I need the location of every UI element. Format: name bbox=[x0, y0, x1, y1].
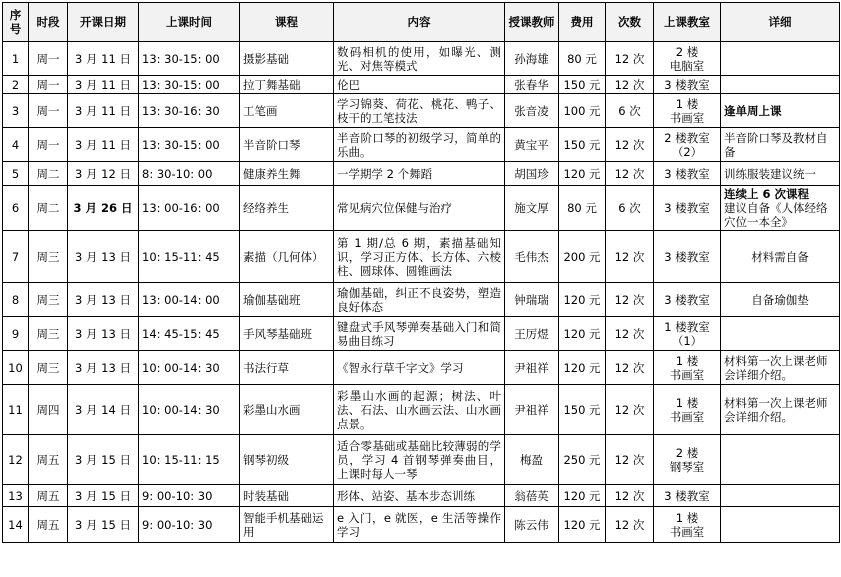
content-cell: e 入门，e 就医，e 生活等操作学习 bbox=[334, 507, 505, 543]
class-time-cell: 13: 00-16: 00 bbox=[139, 186, 240, 231]
fee-cell: 150 元 bbox=[559, 76, 606, 94]
fee-cell: 250 元 bbox=[559, 435, 606, 485]
room-cell bbox=[654, 94, 721, 128]
content-cell: 彩墨山水画的起源；树法、叶法、石法、山水画云法、山水画点景。 bbox=[334, 385, 505, 435]
class-time-cell: 8: 30-10: 00 bbox=[139, 162, 240, 186]
detail-cell bbox=[721, 435, 840, 485]
fee-cell: 120 元 bbox=[559, 283, 606, 317]
room-cell bbox=[654, 435, 721, 485]
detail-line: 材料第一次上课老师会详细介绍。 bbox=[724, 395, 828, 424]
header-row bbox=[3, 3, 840, 42]
detail-cell bbox=[721, 351, 840, 385]
course-cell: 拉丁舞基础 bbox=[240, 76, 334, 94]
header-detail: 详细 bbox=[721, 3, 840, 42]
room-line: 1 楼教室 bbox=[664, 319, 710, 334]
header-period: 时段 bbox=[29, 3, 68, 42]
period-cell: 周一 bbox=[29, 76, 68, 94]
detail-cell bbox=[721, 385, 840, 435]
table-row bbox=[3, 385, 840, 435]
start-date-cell: 3 月 13 日 bbox=[68, 231, 139, 283]
room-line: 钢琴室 bbox=[669, 459, 705, 474]
course-cell: 经络养生 bbox=[240, 186, 334, 231]
count-cell: 6 次 bbox=[606, 94, 654, 128]
teacher-cell: 张春华 bbox=[505, 76, 559, 94]
course-cell: 时装基础 bbox=[240, 485, 334, 507]
class-time-cell: 14: 45-15: 45 bbox=[139, 317, 240, 351]
fee-cell: 120 元 bbox=[559, 317, 606, 351]
fee-cell: 200 元 bbox=[559, 231, 606, 283]
count-cell: 12 次 bbox=[606, 128, 654, 162]
room-cell bbox=[654, 186, 721, 231]
count-cell: 12 次 bbox=[606, 162, 654, 186]
content-cell: 伦巴 bbox=[334, 76, 505, 94]
teacher-cell: 胡国珍 bbox=[505, 162, 559, 186]
course-schedule-table bbox=[2, 2, 840, 543]
room-line: 书画室 bbox=[669, 367, 705, 382]
start-date-cell: 3 月 12 日 bbox=[68, 162, 139, 186]
course-cell: 素描（几何体） bbox=[240, 231, 334, 283]
period-cell: 周三 bbox=[29, 317, 68, 351]
course-cell: 钢琴初级 bbox=[240, 435, 334, 485]
period-cell: 周一 bbox=[29, 94, 68, 128]
seq-cell: 2 bbox=[3, 76, 29, 94]
seq-cell: 5 bbox=[3, 162, 29, 186]
teacher-cell: 尹祖祥 bbox=[505, 385, 559, 435]
fee-cell: 100 元 bbox=[559, 94, 606, 128]
detail-line: 材料第一次上课老师会详细介绍。 bbox=[724, 353, 828, 382]
detail-line: 自备瑜伽垫 bbox=[751, 292, 809, 307]
course-cell: 瑜伽基础班 bbox=[240, 283, 334, 317]
room-line: 书画室 bbox=[669, 524, 705, 539]
class-time-cell: 10: 00-14: 30 bbox=[139, 385, 240, 435]
course-cell: 工笔画 bbox=[240, 94, 334, 128]
detail-cell bbox=[721, 128, 840, 162]
seq-cell: 11 bbox=[3, 385, 29, 435]
room-cell bbox=[654, 283, 721, 317]
seq-cell: 1 bbox=[3, 42, 29, 76]
content-cell: 《智永行草千字文》学习 bbox=[334, 351, 505, 385]
room-line: 3 楼教室 bbox=[664, 77, 710, 92]
start-date-cell: 3 月 15 日 bbox=[68, 435, 139, 485]
course-cell: 手风琴基础班 bbox=[240, 317, 334, 351]
start-date-cell: 3 月 15 日 bbox=[68, 485, 139, 507]
seq-cell: 12 bbox=[3, 435, 29, 485]
room-line: 2 楼教室 bbox=[664, 130, 710, 145]
table-row bbox=[3, 128, 840, 162]
course-schedule-sheet bbox=[2, 2, 839, 574]
room-line: （2） bbox=[671, 144, 703, 159]
period-cell: 周五 bbox=[29, 435, 68, 485]
course-cell: 健康养生舞 bbox=[240, 162, 334, 186]
count-cell: 12 次 bbox=[606, 385, 654, 435]
room-cell bbox=[654, 351, 721, 385]
teacher-cell: 梅盈 bbox=[505, 435, 559, 485]
room-line: 电脑室 bbox=[669, 58, 705, 73]
count-cell: 12 次 bbox=[606, 435, 654, 485]
detail-cell bbox=[721, 42, 840, 76]
table-row bbox=[3, 435, 840, 485]
count-cell: 12 次 bbox=[606, 317, 654, 351]
fee-cell: 80 元 bbox=[559, 186, 606, 231]
count-cell: 12 次 bbox=[606, 283, 654, 317]
teacher-cell: 孙海雄 bbox=[505, 42, 559, 76]
room-cell bbox=[654, 76, 721, 94]
class-time-cell: 10: 15-11: 15 bbox=[139, 435, 240, 485]
detail-cell bbox=[721, 317, 840, 351]
table-row bbox=[3, 283, 840, 317]
course-cell: 智能手机基础运用 bbox=[240, 507, 334, 543]
table-row bbox=[3, 351, 840, 385]
room-line: （1） bbox=[671, 333, 703, 348]
detail-cell bbox=[721, 231, 840, 283]
start-date-cell: 3 月 11 日 bbox=[68, 128, 139, 162]
content-cell: 形体、站姿、基本步态训练 bbox=[334, 485, 505, 507]
seq-cell: 13 bbox=[3, 485, 29, 507]
class-time-cell: 10: 15-11: 45 bbox=[139, 231, 240, 283]
table-row bbox=[3, 94, 840, 128]
header-seq: 序号 bbox=[3, 3, 29, 42]
room-cell bbox=[654, 231, 721, 283]
table-row bbox=[3, 162, 840, 186]
period-cell: 周二 bbox=[29, 186, 68, 231]
class-time-cell: 9: 00-10: 30 bbox=[139, 507, 240, 543]
table-row bbox=[3, 186, 840, 231]
fee-cell: 150 元 bbox=[559, 128, 606, 162]
class-time-cell: 13: 00-14: 00 bbox=[139, 283, 240, 317]
period-cell: 周三 bbox=[29, 231, 68, 283]
class-time-cell: 13: 30-15: 00 bbox=[139, 42, 240, 76]
detail-cell bbox=[721, 76, 840, 94]
detail-cell bbox=[721, 186, 840, 231]
fee-cell: 120 元 bbox=[559, 162, 606, 186]
count-cell: 12 次 bbox=[606, 507, 654, 543]
table-row bbox=[3, 485, 840, 507]
header-course: 课程 bbox=[240, 3, 334, 42]
room-line: 1 楼 bbox=[675, 395, 699, 410]
room-line: 书画室 bbox=[669, 110, 705, 125]
fee-cell: 80 元 bbox=[559, 42, 606, 76]
detail-cell bbox=[721, 485, 840, 507]
count-cell: 12 次 bbox=[606, 351, 654, 385]
room-line: 3 楼教室 bbox=[664, 292, 710, 307]
room-line: 3 楼教室 bbox=[664, 249, 710, 264]
teacher-cell: 施文厚 bbox=[505, 186, 559, 231]
room-line: 2 楼 bbox=[675, 445, 699, 460]
start-date-cell: 3 月 13 日 bbox=[68, 283, 139, 317]
detail-line: 连续上 6 次课程 bbox=[724, 187, 810, 201]
table-row bbox=[3, 231, 840, 283]
seq-cell: 3 bbox=[3, 94, 29, 128]
class-time-cell: 13: 30-15: 00 bbox=[139, 128, 240, 162]
header-teacher: 授课教师 bbox=[505, 3, 559, 42]
period-cell: 周一 bbox=[29, 128, 68, 162]
header-content: 内容 bbox=[334, 3, 505, 42]
seq-cell: 7 bbox=[3, 231, 29, 283]
count-cell: 12 次 bbox=[606, 76, 654, 94]
course-rows bbox=[3, 42, 840, 543]
seq-cell: 6 bbox=[3, 186, 29, 231]
seq-cell: 10 bbox=[3, 351, 29, 385]
room-cell bbox=[654, 485, 721, 507]
period-cell: 周三 bbox=[29, 283, 68, 317]
table-row bbox=[3, 507, 840, 543]
teacher-cell: 钟瑞瑞 bbox=[505, 283, 559, 317]
room-cell bbox=[654, 385, 721, 435]
table-row bbox=[3, 42, 840, 76]
header-count: 次数 bbox=[606, 3, 654, 42]
start-date-cell: 3 月 11 日 bbox=[68, 42, 139, 76]
period-cell: 周五 bbox=[29, 507, 68, 543]
fee-cell: 120 元 bbox=[559, 485, 606, 507]
teacher-cell: 黄宝平 bbox=[505, 128, 559, 162]
detail-line: 材料需自备 bbox=[751, 249, 809, 264]
teacher-cell: 翁蓓英 bbox=[505, 485, 559, 507]
fee-cell: 120 元 bbox=[559, 351, 606, 385]
teacher-cell: 毛伟杰 bbox=[505, 231, 559, 283]
period-cell: 周一 bbox=[29, 42, 68, 76]
table-row bbox=[3, 317, 840, 351]
start-date-cell: 3 月 11 日 bbox=[68, 94, 139, 128]
header-fee: 费用 bbox=[559, 3, 606, 42]
start-date-cell: 3 月 11 日 bbox=[68, 76, 139, 94]
period-cell: 周二 bbox=[29, 162, 68, 186]
teacher-cell: 张音凌 bbox=[505, 94, 559, 128]
period-cell: 周四 bbox=[29, 385, 68, 435]
seq-cell: 14 bbox=[3, 507, 29, 543]
count-cell: 6 次 bbox=[606, 186, 654, 231]
course-cell: 半音阶口琴 bbox=[240, 128, 334, 162]
room-cell bbox=[654, 42, 721, 76]
count-cell: 12 次 bbox=[606, 485, 654, 507]
course-cell: 彩墨山水画 bbox=[240, 385, 334, 435]
content-cell: 半音阶口琴的初级学习，简单的乐曲。 bbox=[334, 128, 505, 162]
room-line: 1 楼 bbox=[675, 353, 699, 368]
content-cell: 数码相机的使用，如曝光、测光、对焦等模式 bbox=[334, 42, 505, 76]
count-cell: 12 次 bbox=[606, 231, 654, 283]
start-date-cell: 3 月 14 日 bbox=[68, 385, 139, 435]
teacher-cell: 王厉煜 bbox=[505, 317, 559, 351]
course-cell: 摄影基础 bbox=[240, 42, 334, 76]
period-cell: 周三 bbox=[29, 351, 68, 385]
detail-line: 建议自备《人体经络穴位一本全》 bbox=[724, 201, 828, 229]
room-line: 3 楼教室 bbox=[664, 201, 710, 215]
header-start-date: 开课日期 bbox=[68, 3, 139, 42]
start-date-cell: 3 月 26 日 bbox=[68, 186, 139, 231]
room-cell bbox=[654, 317, 721, 351]
detail-line: 半音阶口琴及教材自备 bbox=[724, 130, 828, 159]
class-time-cell: 10: 00-14: 30 bbox=[139, 351, 240, 385]
header-room: 上课教室 bbox=[654, 3, 721, 42]
content-cell: 一学期学 2 个舞蹈 bbox=[334, 162, 505, 186]
teacher-cell: 尹祖祥 bbox=[505, 351, 559, 385]
room-cell bbox=[654, 162, 721, 186]
teacher-cell: 陈云伟 bbox=[505, 507, 559, 543]
room-line: 书画室 bbox=[669, 409, 705, 424]
table-row bbox=[3, 76, 840, 94]
course-cell: 书法行草 bbox=[240, 351, 334, 385]
class-time-cell: 9: 00-10: 30 bbox=[139, 485, 240, 507]
room-line: 1 楼 bbox=[675, 510, 699, 525]
detail-line: 训练服装建议统一 bbox=[724, 166, 816, 181]
count-cell: 12 次 bbox=[606, 42, 654, 76]
detail-cell bbox=[721, 162, 840, 186]
detail-cell bbox=[721, 507, 840, 543]
header-class-time: 上课时间 bbox=[139, 3, 240, 42]
start-date-cell: 3 月 13 日 bbox=[68, 351, 139, 385]
seq-cell: 9 bbox=[3, 317, 29, 351]
class-time-cell: 13: 30-16: 30 bbox=[139, 94, 240, 128]
room-line: 3 楼教室 bbox=[664, 166, 710, 181]
room-line: 2 楼 bbox=[675, 44, 699, 59]
room-cell bbox=[654, 507, 721, 543]
seq-cell: 8 bbox=[3, 283, 29, 317]
start-date-cell: 3 月 15 日 bbox=[68, 507, 139, 543]
content-cell: 第 1 期/总 6 期，素描基础知识，学习正方体、长方体、六棱柱、圆球体、圆锥画法 bbox=[334, 231, 505, 283]
fee-cell: 150 元 bbox=[559, 385, 606, 435]
detail-cell bbox=[721, 94, 840, 128]
detail-cell bbox=[721, 283, 840, 317]
room-line: 3 楼教室 bbox=[664, 488, 710, 503]
room-line: 1 楼 bbox=[675, 96, 699, 111]
content-cell: 键盘式手风琴弹奏基础入门和简易曲目练习 bbox=[334, 317, 505, 351]
content-cell: 瑜伽基础，纠正不良姿势，塑造良好体态 bbox=[334, 283, 505, 317]
fee-cell: 120 元 bbox=[559, 507, 606, 543]
room-cell bbox=[654, 128, 721, 162]
class-time-cell: 13: 30-15: 00 bbox=[139, 76, 240, 94]
seq-cell: 4 bbox=[3, 128, 29, 162]
detail-line: 逢单周上课 bbox=[724, 103, 782, 118]
content-cell: 学习锦葵、荷花、桃花、鸭子、枝干的工笔技法 bbox=[334, 94, 505, 128]
period-cell: 周五 bbox=[29, 485, 68, 507]
start-date-cell: 3 月 13 日 bbox=[68, 317, 139, 351]
content-cell: 常见病穴位保健与治疗 bbox=[334, 186, 505, 231]
content-cell: 适合零基础或基础比较薄弱的学员，学习 4 首钢琴弹奏曲目，上课时每人一琴 bbox=[334, 435, 505, 485]
